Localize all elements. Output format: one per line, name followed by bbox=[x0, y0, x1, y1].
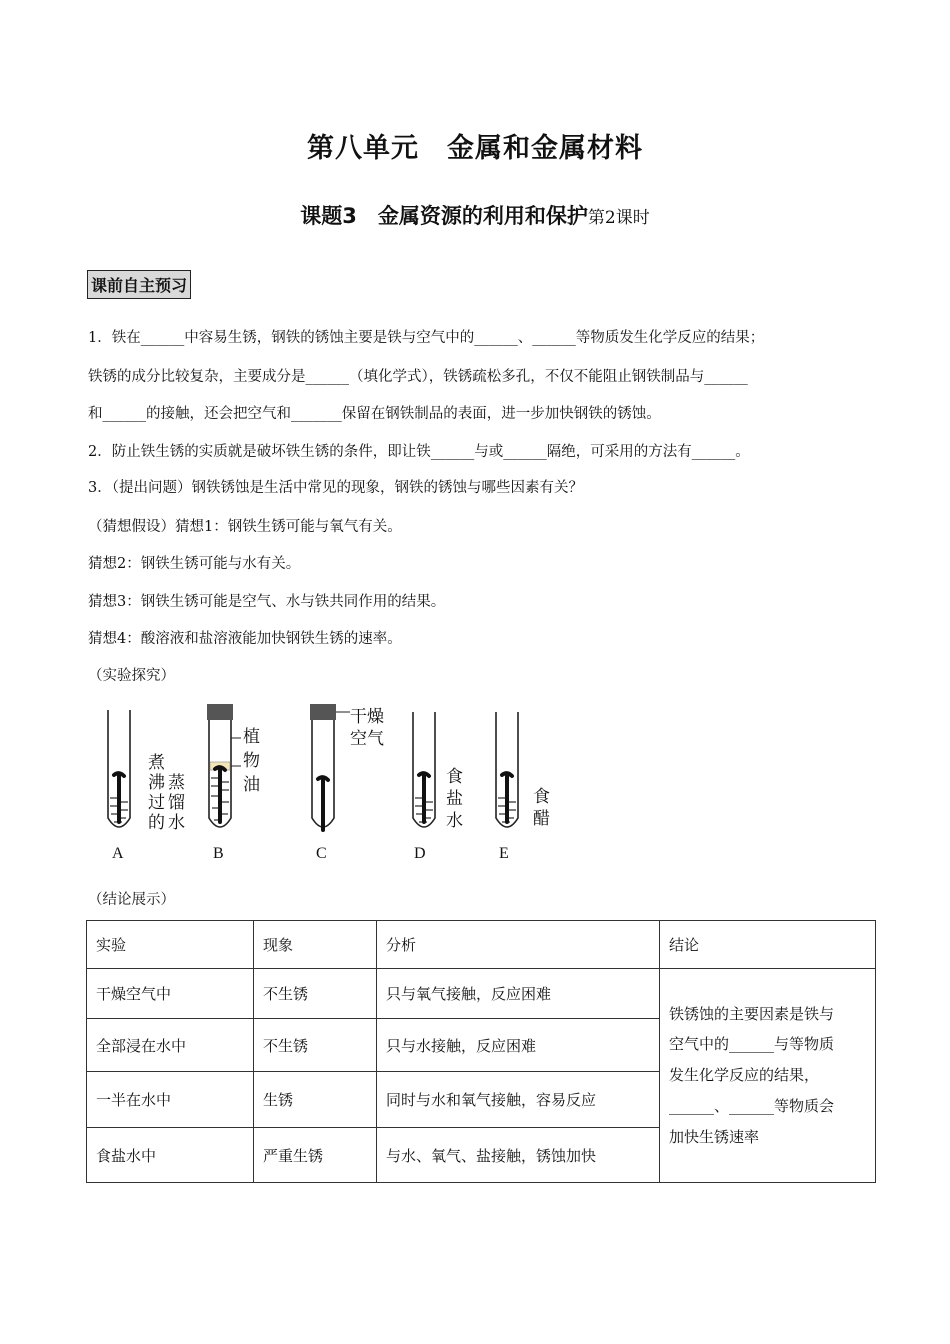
header-cell: 分析 bbox=[377, 921, 660, 969]
text-line: （猜想假设）猜想1：钢铁生锈可能与氧气有关。 bbox=[88, 519, 402, 535]
header-cell: 实验 bbox=[87, 921, 254, 969]
table-cell: 只与氧气接触，反应困难 bbox=[377, 969, 660, 1019]
text-line: 猜想2：钢铁生锈可能与水有关。 bbox=[88, 556, 301, 572]
conclusion-cell bbox=[660, 969, 876, 1183]
label-dry-air-2: 空气 bbox=[350, 729, 384, 748]
label-oil-3: 油 bbox=[243, 775, 260, 794]
results-table bbox=[86, 920, 876, 1183]
table-cell: 生锈 bbox=[254, 1072, 377, 1128]
label-distilled-water-2: 馏 bbox=[168, 793, 185, 812]
label-salt-water-3: 水 bbox=[446, 811, 463, 830]
header-cell: 现象 bbox=[254, 921, 377, 969]
conclusion-line: 加快生锈速率 bbox=[669, 1127, 760, 1146]
table-cell: 不生锈 bbox=[254, 1019, 377, 1072]
text-line: 3．（提出问题）钢铁锈蚀是生活中常见的现象，钢铁的锈蚀与哪些因素有关？ bbox=[88, 480, 583, 496]
label-vinegar-2: 醋 bbox=[533, 809, 550, 828]
table-cell: 一半在水中 bbox=[87, 1072, 254, 1128]
stopper-c bbox=[310, 704, 336, 720]
tube-label-d: D bbox=[414, 845, 426, 862]
tube-label-b: B bbox=[213, 845, 224, 862]
label-boiled-water-4: 的 bbox=[148, 813, 165, 832]
label-salt-water-1: 食 bbox=[446, 767, 463, 786]
label-salt-water-2: 盐 bbox=[446, 789, 463, 808]
lesson-title-main: 课题3 金属资源的利用和保护 bbox=[300, 204, 588, 228]
text-line: 1．铁在______中容易生锈，钢铁的锈蚀主要是铁与空气中的______、______等物质发生化学反应的结果； bbox=[88, 330, 765, 346]
label-oil-2: 物 bbox=[243, 751, 260, 770]
lesson-title bbox=[0, 200, 950, 230]
table-header-row bbox=[87, 921, 876, 969]
conclusion-line: 铁锈蚀的主要因素是铁与 bbox=[669, 1004, 835, 1023]
tube-label-a: A bbox=[112, 845, 124, 862]
table-row bbox=[87, 969, 876, 1019]
stopper-b bbox=[207, 704, 233, 720]
conclusion-line: 空气中的______与等物质 bbox=[669, 1035, 835, 1054]
label-distilled-water-3: 水 bbox=[168, 813, 185, 832]
label-boiled-water-1: 煮 bbox=[148, 753, 165, 772]
section-label: 课前自主预习 bbox=[87, 270, 191, 299]
label-distilled-water-1: 蒸 bbox=[168, 773, 185, 792]
table-cell: 食盐水中 bbox=[87, 1128, 254, 1183]
text-line: 和______的接触，还会把空气和_______保留在钢铁制品的表面，进一步加快钢铁的锈蚀。 bbox=[88, 406, 661, 422]
text-line: 猜想4：酸溶液和盐溶液能加快钢铁生锈的速率。 bbox=[88, 631, 402, 647]
conclusion-label: （结论展示） bbox=[88, 892, 175, 908]
text-line: 2．防止铁生锈的实质就是破坏铁生锈的条件，即让铁______与或______隔绝，可采用的方法有______。 bbox=[88, 444, 750, 460]
label-boiled-water-3: 过 bbox=[148, 793, 165, 812]
table-cell: 与水、氧气、盐接触，锈蚀加快 bbox=[377, 1128, 660, 1183]
label-vinegar-1: 食 bbox=[533, 787, 550, 806]
experiment-figure bbox=[88, 698, 568, 868]
table-cell: 只与水接触，反应困难 bbox=[377, 1019, 660, 1072]
label-oil-1: 植 bbox=[243, 727, 260, 746]
lesson-title-suffix: 第2课时 bbox=[587, 208, 650, 228]
table-cell: 同时与水和氧气接触，容易反应 bbox=[377, 1072, 660, 1128]
conclusion-line: ______、______等物质会 bbox=[669, 1096, 835, 1115]
tube-label-e: E bbox=[499, 845, 509, 862]
text-line: （实验探究） bbox=[88, 668, 175, 684]
text-line: 铁锈的成分比较复杂，主要成分是______（填化学式），铁锈疏松多孔，不仅不能阻止钢铁制品与______ bbox=[88, 369, 748, 385]
text-line: 猜想3：钢铁生锈可能是空气、水与铁共同作用的结果。 bbox=[88, 594, 446, 610]
table-cell: 全部浸在水中 bbox=[87, 1019, 254, 1072]
unit-title: 第八单元 金属和金属材料 bbox=[307, 133, 643, 164]
table-cell: 严重生锈 bbox=[254, 1128, 377, 1183]
label-boiled-water-2: 沸 bbox=[148, 773, 165, 792]
table-cell: 不生锈 bbox=[254, 969, 377, 1019]
table-cell: 干燥空气中 bbox=[87, 969, 254, 1019]
tube-label-c: C bbox=[316, 845, 327, 862]
label-dry-air-1: 干燥 bbox=[350, 707, 384, 726]
conclusion-line: 发生化学反应的结果， bbox=[669, 1066, 820, 1085]
header-cell: 结论 bbox=[660, 921, 876, 969]
